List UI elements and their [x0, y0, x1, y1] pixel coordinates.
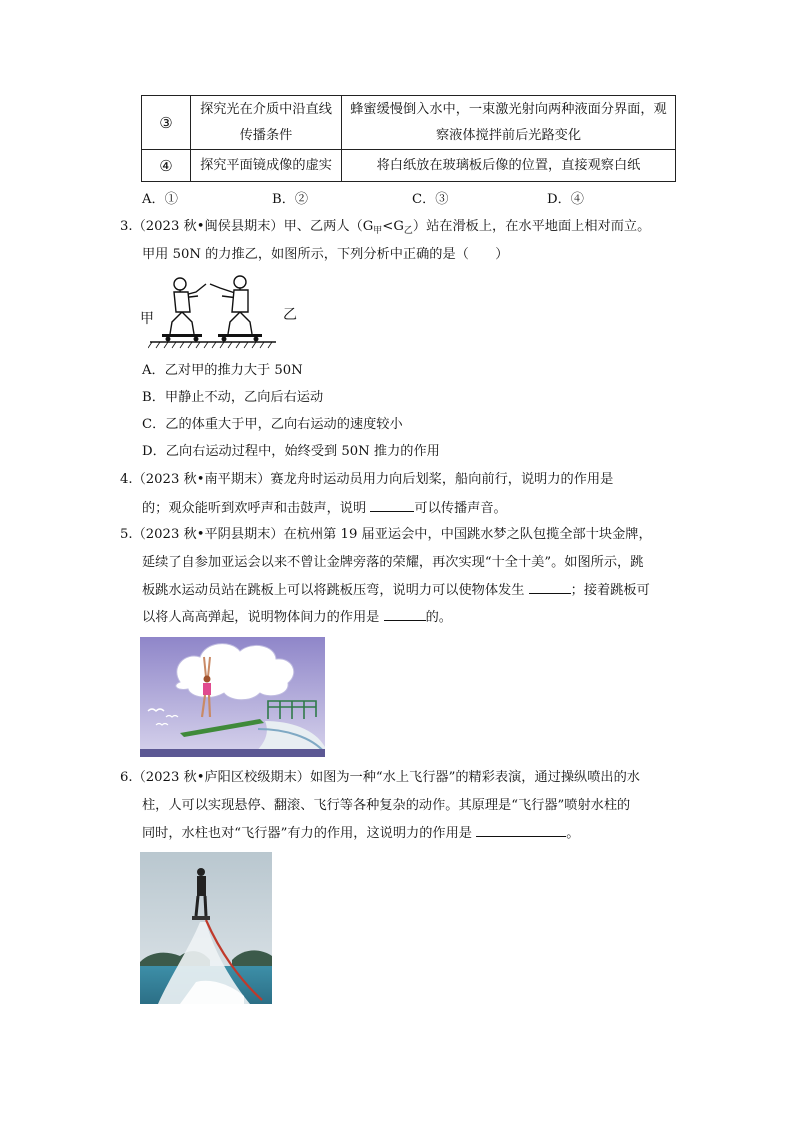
skateboard-figure — [140, 270, 310, 354]
q6-stem-line3: 同时，水柱也对“飞行器”有力的作用，这说明力的作用是 。 — [142, 826, 580, 841]
row-number: ③ — [142, 96, 191, 150]
q3-stem-line2: 甲用 50N 的力推乙，如图所示，下列分析中正确的是（ ） — [142, 247, 509, 262]
q3-option-b[interactable]: B．甲静止不动，乙向后右运动 — [142, 390, 324, 405]
experiment-name: 探究光在介质中沿直线传播条件 — [191, 96, 342, 150]
q6-stem-line1: 6.（2023 秋•庐阳区校级期末）如图为一种“水上飞行器”的精彩表演，通过操纵喷出的水 — [120, 770, 640, 785]
answer-blank[interactable] — [370, 499, 414, 512]
label-yi: 乙 — [283, 307, 297, 323]
experiment-method: 蜂蜜缓慢倒入水中，一束激光射向两种液面分界面，观察液体搅拌前后光路变化 — [342, 96, 676, 150]
answer-blank[interactable] — [476, 824, 566, 837]
option-d[interactable]: D．④ — [547, 192, 584, 207]
flyboard-figure — [140, 852, 272, 1004]
option-c[interactable]: C．③ — [412, 192, 449, 207]
q5-stem-line3: 板跳水运动员站在跳板上可以将跳板压弯，说明力可以使物体发生 ；接着跳板可 — [142, 583, 650, 598]
q4-stem-line1: 4.（2023 秋•南平期末）赛龙舟时运动员用力向后划桨，船向前行，说明力的作用是 — [120, 472, 614, 487]
answer-blank[interactable] — [384, 608, 426, 621]
table-row — [142, 96, 676, 150]
answer-blank[interactable] — [529, 581, 571, 594]
skaters-illustration — [148, 270, 278, 354]
q5-stem-line4: 以将人高高弹起，说明物体间力的作用是 的。 — [142, 610, 452, 625]
q4-stem-line2: 的；观众能听到欢呼声和击鼓声，说明 可以传播声音。 — [142, 501, 507, 516]
q3-option-a[interactable]: A．乙对甲的推力大于 50N — [142, 363, 303, 378]
q6-stem-line2: 柱，人可以实现悬停、翻滚、飞行等各种复杂的动作。其原理是“飞行器”喷射水柱的 — [142, 798, 631, 813]
experiment-table — [141, 95, 676, 182]
q5-stem-line1: 5.（2023 秋•平阴县期末）在杭州第 19 届亚运会中，中国跳水梦之队包揽全部十块金牌， — [120, 527, 652, 542]
q3-option-d[interactable]: D．乙向右运动过程中，始终受到 50N 推力的作用 — [142, 444, 440, 459]
label-jia: 甲 — [140, 311, 154, 327]
table-row — [142, 150, 676, 182]
q3-stem-line1: 3.（2023 秋•闽侯县期末）甲、乙两人$(G_甲<G_乙)$站在滑板上，在水平地面上相对而立。 — [120, 219, 651, 236]
flyboard-photo — [140, 852, 272, 1004]
q3-option-c[interactable]: C．乙的体重大于甲，乙向右运动的速度较小 — [142, 417, 403, 432]
option-b[interactable]: B．② — [272, 192, 309, 207]
experiment-name: 探究平面镜成像的虚实 — [191, 150, 342, 182]
row-number: ④ — [142, 150, 191, 182]
diving-illustration — [140, 637, 325, 757]
experiment-method: 将白纸放在玻璃板后像的位置，直接观察白纸 — [342, 150, 676, 182]
q5-stem-line2: 延续了自参加亚运会以来不曾让金牌旁落的荣耀，再次实现“十全十美”。如图所示，跳 — [142, 555, 644, 570]
diving-figure — [140, 637, 325, 757]
option-a[interactable]: A．① — [142, 192, 178, 207]
